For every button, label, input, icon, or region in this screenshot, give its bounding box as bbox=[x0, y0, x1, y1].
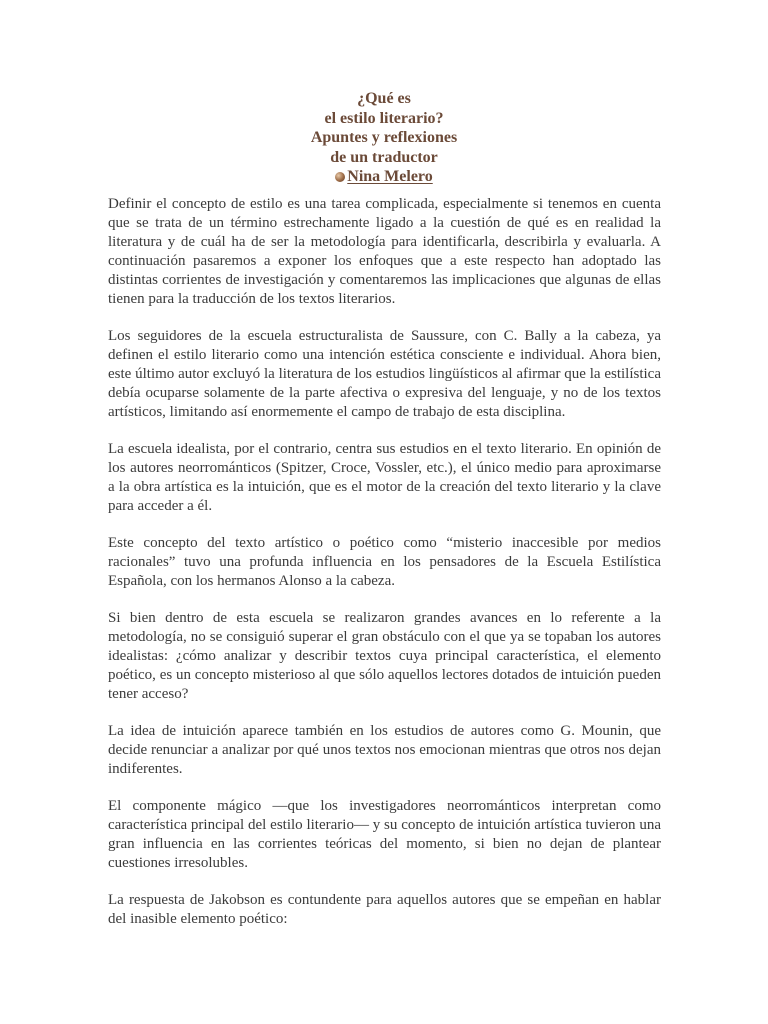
title-line-1: ¿Qué es bbox=[357, 90, 411, 107]
paragraph-8: La respuesta de Jakobson es contundente para aquellos autores que se empeñan en hablar del inasible elemento poético: bbox=[108, 892, 661, 927]
author-line bbox=[0, 167, 768, 187]
paragraph-6: La idea de intuición aparece también en los estudios de autores como G. Mounin, que decide renunciar a analizar por qué unos textos nos emocionan mientras que otros nos dejan indiferentes. bbox=[108, 723, 661, 777]
title-block bbox=[0, 89, 768, 187]
title-line-3: Apuntes y reflexiones bbox=[310, 129, 458, 146]
paragraph-2: Los seguidores de la escuela estructuralista de Saussure, con C. Bally a la cabeza, ya definen el estilo literario como una intención estética consciente e individual. Ahora bien, este último autor excluyó la literatura de los estudios lingüísticos al afirmar que la estilística debía ocuparse solamente de la parte afectiva o expresiva del lenguaje, y no de los textos artísticos, limitando así enormemente el campo de trabajo de esta disciplina. bbox=[108, 328, 661, 420]
paragraph-5: Si bien dentro de esta escuela se realizaron grandes avances en lo referente a la metodología, no se consiguió superar el gran obstáculo con el que ya se topaban los autores idealistas: ¿cómo analizar y describir textos cuya principal característica, el elemento poético, es un concepto misterioso al que sólo aquellos lectores dotados de intuición pueden tener acceso? bbox=[108, 610, 661, 702]
bullet-icon bbox=[335, 172, 345, 182]
paragraph-3: La escuela idealista, por el contrario, centra sus estudios en el texto literario. En opinión de los autores neorrománticos (Spitzer, Croce, Vossler, etc.), el único medio para aproximarse a la obra artística es la intuición, que es el motor de la creación del texto literario y la clave para acceder a él. bbox=[108, 441, 661, 514]
author-name-link[interactable]: Nina Melero bbox=[347, 168, 433, 185]
paragraph-4: Este concepto del texto artístico o poético como “misterio inaccesible por medios racionales” tuvo una profunda influencia en los pensadores de la Escuela Estilística Española, con los hermanos Alonso a la cabeza. bbox=[108, 535, 661, 589]
paragraph-7: El componente mágico —que los investigadores neorrománticos interpretan como característica principal del estilo literario— y su concepto de intuición artística tuvieron una gran influencia en las corrientes teóricas del momento, si bien no dejan de plantear cuestiones irresolubles. bbox=[108, 798, 661, 871]
title-line-2: el estilo literario? bbox=[324, 109, 444, 127]
paragraph-1: Definir el concepto de estilo es una tarea complicada, especialmente si tenemos en cuenta que se trata de un término estrechamente ligado a la cuestión de qué es en realidad la literatura y de cuál ha de ser la metodología para identificarla, describirla y evaluarla. A continuación pasaremos a exponer los enfoques que a este respecto han adoptado las distintas corrientes de investigación y comentaremos las implicaciones que algunas de ellas tienen para la traducción de los textos literarios. bbox=[108, 196, 661, 307]
title-line-4: de un traductor bbox=[330, 148, 438, 166]
article-body bbox=[108, 195, 661, 947]
